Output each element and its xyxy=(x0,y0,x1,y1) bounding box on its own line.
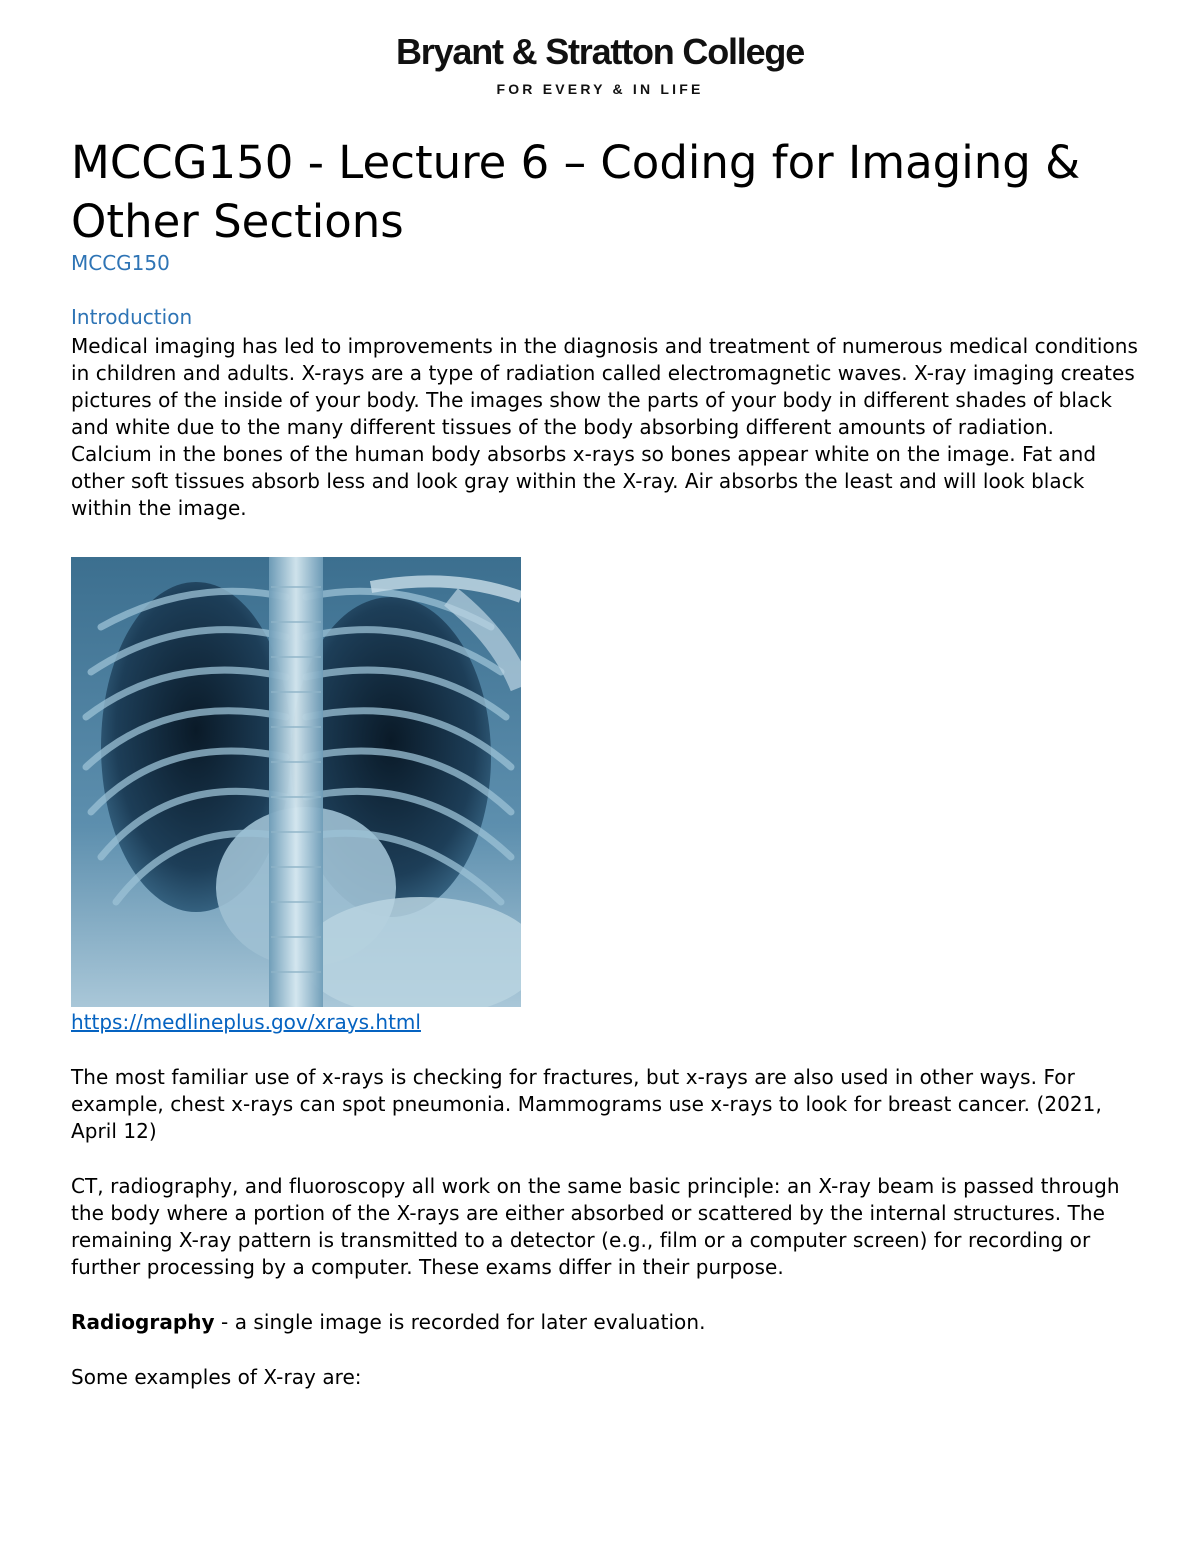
radiography-definition xyxy=(71,1309,1141,1336)
document-body xyxy=(71,133,1141,1391)
college-logo xyxy=(340,30,860,98)
xray-principle-paragraph: CT, radiography, and fluoroscopy all work on the same basic principle: an X-ray beam is passed through the body where a portion of the X-rays are either absorbed or scattered by the internal structures. The remaining X-ray pattern is transmitted to a detector (e.g., film or a computer screen) for recording or further processing by a computer. These exams differ in their purpose. xyxy=(71,1174,1120,1279)
document-subtitle: MCCG150 xyxy=(71,251,170,275)
introduction-heading: Introduction xyxy=(71,305,193,329)
radiography-term: Radiography xyxy=(71,1310,215,1334)
xray-uses-paragraph: The most familiar use of x-rays is checking for fractures, but x-rays are also used in other ways. For example, chest x-rays can spot pneumonia. Mammograms use x-rays to look for breast cancer. (2021, April 12) xyxy=(71,1065,1102,1143)
radiography-description: - a single image is recorded for later evaluation. xyxy=(214,1310,706,1334)
chest-xray-image xyxy=(71,557,521,1007)
medlineplus-link[interactable]: https://medlineplus.gov/xrays.html xyxy=(71,1010,421,1034)
introduction-paragraph: Medical imaging has led to improvements in the diagnosis and treatment of numerous medical conditions in children and adults. X-rays are a type of radiation called electromagnetic waves. X-ray imaging creates pictures of the inside of your body. The images show the parts of your body in different shades of black and white due to the many different tissues of the body absorbing different amounts of radiation. Calcium in the bones of the human body absorbs x-rays so bones appear white on the image. Fat and other soft tissues absorb less and look gray within the X-ray. Air absorbs the least and will look black within the image. xyxy=(71,334,1138,520)
logo-name: Bryant & Stratton College xyxy=(395,31,805,72)
logo-tagline: FOR EVERY & IN LIFE xyxy=(496,81,704,97)
document-title: MCCG150 - Lecture 6 – Coding for Imaging & Other Sections xyxy=(71,136,1081,248)
xray-examples-intro: Some examples of X-ray are: xyxy=(71,1365,362,1389)
